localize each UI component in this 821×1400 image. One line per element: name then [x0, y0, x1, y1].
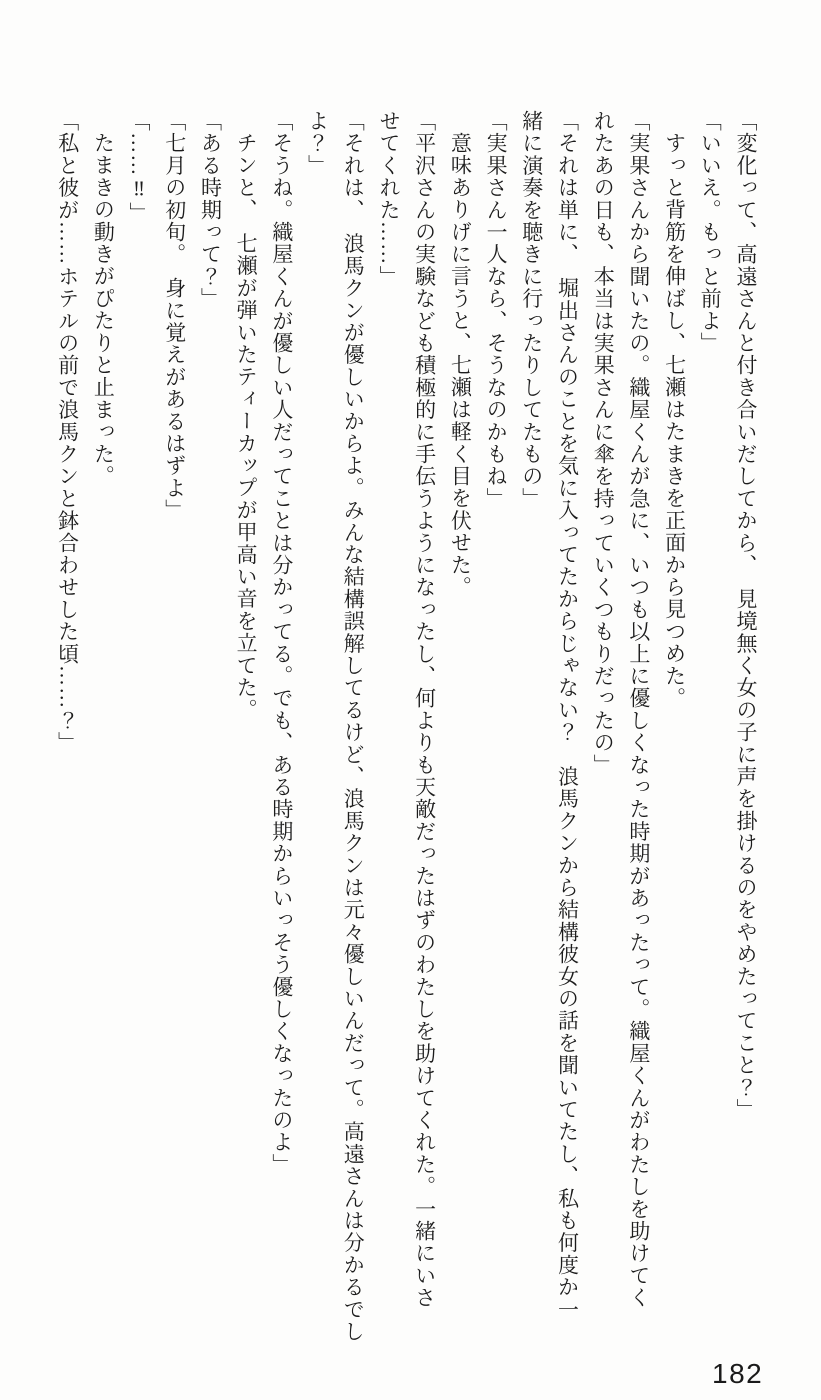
- text-line: よ？」: [305, 110, 330, 177]
- text-line: 意味ありげに言うと、七瀬は軽く目を伏せた。: [448, 132, 473, 599]
- text-line: チンと、 七瀬が弾いたティーカップが甲高い音を立てた。: [234, 132, 259, 722]
- text-line: 「……‼」: [127, 110, 152, 224]
- text-line: 「実果さんから聞いたの。織屋くんが急に、いつも以上に優しくなった時期があったって。織屋くんがわたしを助けてく: [626, 110, 651, 1309]
- text-line: 「ある時期って？」: [198, 110, 223, 310]
- text-line: 「七月の初旬。 身に覚えがあるはずよ」: [162, 110, 187, 522]
- text-line: 「それは、 浪馬クンが優しいからよ。みんな結構誤解してるけど、浪馬クンは元々優しいんだって。高遠さんは分かるでし: [341, 110, 366, 1343]
- text-line: 「変化って、高遠さんと付き合いだしてから、 見境無く女の子に声を掛けるのをやめたってこと？」: [734, 110, 758, 1121]
- text-block: [47, 110, 763, 1360]
- text-line: 緒に演奏を聴きに行ったりしてたもの」: [519, 110, 544, 510]
- text-line: すっと背筋を伸ばし、七瀬はたまきを正面から見つめた。: [662, 132, 687, 710]
- page-number: 182: [712, 1358, 764, 1389]
- text-line: 「それは単に、 堀出さんのことを気に入ってたからじゃない？ 浪馬クンから結構彼女の話を聞いてたし、私も何度か一: [555, 110, 580, 1321]
- text-line: 「私と彼が……ホテルの前で浪馬クンと鉢合わせした頃……？」: [55, 110, 80, 754]
- text-line: 「そうね。織屋くんが優しい人だってことは分かってる。でも、ある時期からいっそう優しくなったのよ」: [269, 110, 294, 1176]
- text-line: たまきの動きがぴたりと止まった。: [91, 132, 116, 488]
- text-line: 「実果さん一人なら、そうなのかもね」: [484, 110, 509, 510]
- text-line: せてくれた……」: [376, 110, 401, 288]
- text-line: 「平沢さんの実験なども積極的に手伝うようになったし、何よりも天敵だったはずのわたしを助けてくれた。一緒にいさ: [412, 110, 437, 1309]
- text-line: れたあの日も、本当は実果さんに傘を持っていくつもりだったの」: [591, 110, 616, 776]
- text-line: 「いいえ。もっと前よ」: [698, 110, 723, 355]
